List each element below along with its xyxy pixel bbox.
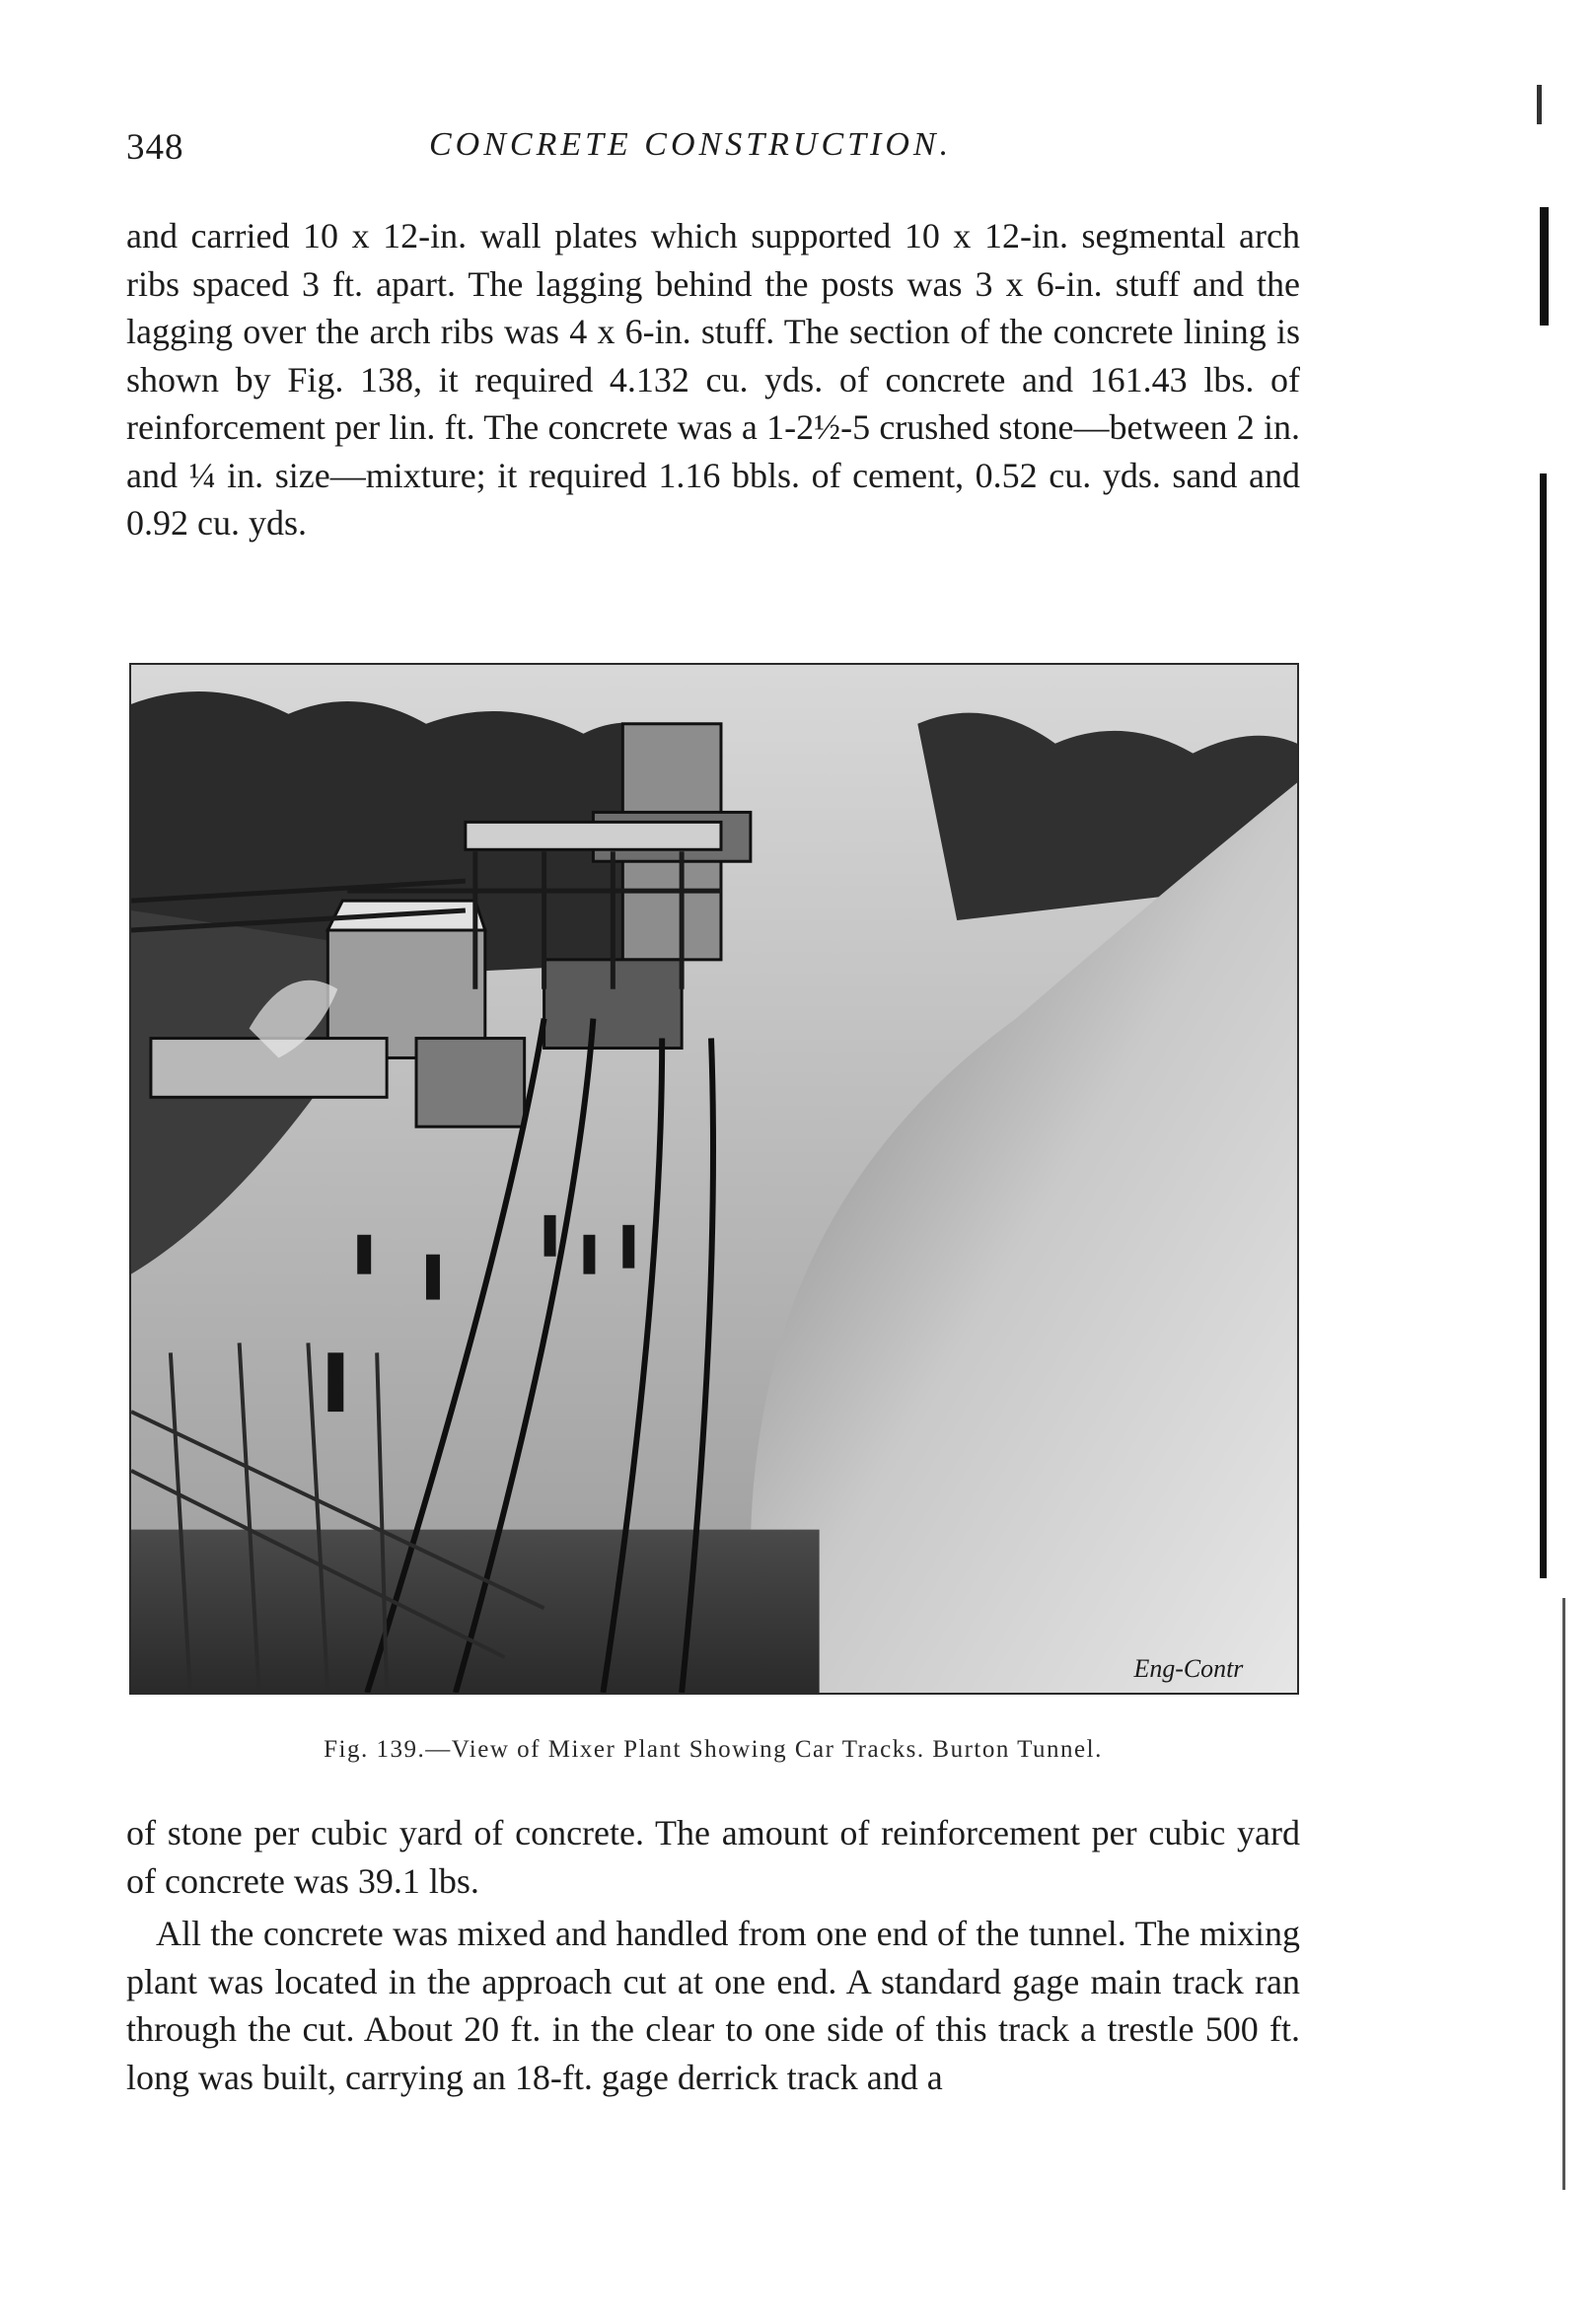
margin-scan-mark: [1562, 1598, 1565, 2190]
paragraph: and carried 10 x 12-in. wall plates which supported 10 x 12-in. segmental arch ribs spaced 3 ft. apart. The lagging behind the posts was 3 x 6-in. stuff and the lagging over the arch ribs was 4 x 6-in. stuff. The section of the concrete lining is shown by Fig. 138, it required 4.132 cu. yds. of concrete and 161.43 lbs. of reinforcement per lin. ft. The concrete was a 1-2½-5 crushed stone—between 2 in. and ¼ in. size—mixture; it required 1.16 bbls. of cement, 0.52 cu. yds. sand and 0.92 cu. yds.: [126, 216, 1300, 543]
figure-photo-mixer-plant: [129, 663, 1299, 1695]
paragraph: of stone per cubic yard of concrete. The amount of reinforcement per cubic yard of concrete was 39.1 lbs.: [126, 1813, 1300, 1901]
engraver-signature: Eng-Contr: [1133, 1654, 1244, 1684]
paragraph: All the concrete was mixed and handled from one end of the tunnel. The mixing plant was located in the approach cut at one end. A standard gage main track ran through the cut. About 20 ft. in the clear to one side of this track a trestle 500 ft. long was built, carrying an 18-ft. gage derrick track and a: [126, 1914, 1300, 2097]
text-block-bottom: [126, 1809, 1300, 2101]
text-block-top: [126, 212, 1300, 547]
running-title: CONCRETE CONSTRUCTION.: [429, 126, 953, 163]
figure-caption: Fig. 139.—View of Mixer Plant Showing Car Tracks. Burton Tunnel.: [324, 1736, 1103, 1763]
photo-illustration: [131, 665, 1297, 1693]
page-number: 348: [126, 127, 184, 168]
margin-scan-mark: [1537, 85, 1542, 124]
margin-scan-mark: [1540, 207, 1549, 326]
margin-scan-mark: [1540, 473, 1547, 1578]
